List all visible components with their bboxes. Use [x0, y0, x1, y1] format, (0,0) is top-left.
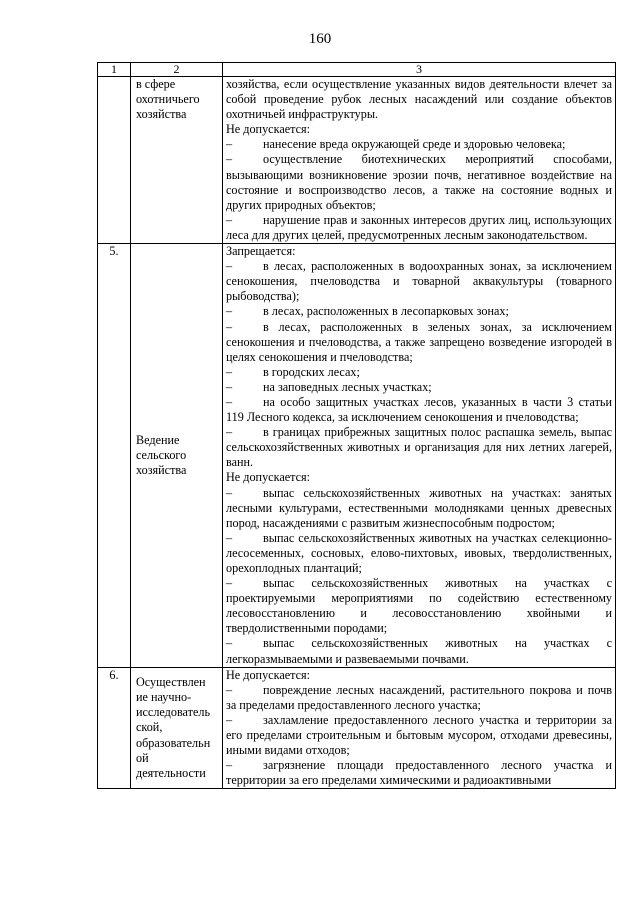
requirement-text: Не допускается:	[226, 122, 311, 137]
activity-type: Осуществлен ие научно-исследователь ской, образовательн ой деятельности	[131, 667, 223, 789]
requirement-item	[226, 259, 612, 304]
requirement-item	[226, 320, 612, 365]
list-dash: –	[226, 636, 233, 651]
list-dash: –	[226, 319, 233, 334]
requirement-text: загрязнение площади предоставленного лесного участка и территории за его пределами химическими и радиоактивными	[226, 758, 612, 788]
requirement-text: захламление предоставленного лесного участка и территории за его пределами строительным и бытовым мусором, отходами древесины, иными видами отходов;	[226, 712, 612, 758]
requirement-text: в лесах, расположенных в водоохранных зонах, за исключением сенокошения, пчеловодства и товарной аквакультуры (товарного рыбоводства);	[226, 259, 612, 304]
requirement-text: хозяйства, если осуществление указанных видов деятельности влечет за собой проведение рубок лесных насаждений или создание объектов охотничьей инфраструктуры.	[226, 77, 612, 122]
list-dash: –	[226, 576, 233, 591]
list-dash: –	[226, 425, 233, 440]
requirement-item	[226, 395, 612, 425]
list-dash: –	[226, 212, 233, 227]
row-number: 6.	[98, 667, 131, 789]
requirement-heading	[226, 470, 612, 485]
requirement-item	[226, 304, 612, 319]
requirement-heading	[226, 122, 612, 137]
requirement-heading	[226, 77, 612, 122]
table-row	[98, 667, 616, 789]
page-number: 160	[308, 31, 332, 47]
requirement-text: выпас сельскохозяйственных животных на участках селекционно-лесосеменных, сосновых, елово-пихтовых, ивовых, твердолиственных, орехоплодных плантаций;	[226, 530, 612, 575]
list-dash: –	[226, 394, 233, 409]
requirement-text: выпас сельскохозяйственных животных на участках с легкоразмываемыми и развеваемыми почвами.	[226, 636, 612, 666]
header-cell-2: 2	[131, 63, 223, 77]
requirement-text: выпас сельскохозяйственных животных на участках с проектируемыми мероприятиями по содействию естественному лесовосстановлению и лесовосстановлению хвойными и твердолиственными породами;	[226, 576, 612, 636]
requirement-item	[226, 576, 612, 636]
header-cell-1: 1	[98, 63, 131, 77]
requirement-item	[226, 213, 612, 243]
requirement-text: повреждение лесных насаждений, растительного покрова и почв за пределами предоставленного лесного участка;	[226, 682, 612, 712]
row-number	[98, 77, 131, 244]
activity-requirements	[223, 244, 616, 668]
regulations-table	[97, 62, 616, 789]
requirement-text: в границах прибрежных защитных полос распашка земель, выпас сельскохозяйственных животных и организация для них летних лагерей, ванн.	[226, 425, 612, 470]
requirement-text: нанесение вреда окружающей среде и здоровью человека;	[263, 137, 566, 152]
list-dash: –	[226, 304, 233, 319]
activity-requirements	[223, 77, 616, 244]
requirement-item	[226, 137, 612, 152]
list-dash: –	[226, 712, 233, 727]
requirement-item	[226, 713, 612, 758]
requirement-text: в городских лесах;	[263, 364, 360, 379]
list-dash: –	[226, 152, 233, 167]
requirement-heading	[226, 668, 612, 683]
requirement-text: на особо защитных участках лесов, указанных в части 3 статьи 119 Лесного кодекса, за исключением сенокошения и пчеловодства;	[226, 394, 612, 425]
requirement-item	[226, 683, 612, 713]
requirement-heading	[226, 244, 612, 259]
requirement-item	[226, 486, 612, 531]
requirement-item	[226, 758, 612, 788]
activity-type: в сфере охотничьего хозяйства	[131, 77, 223, 244]
requirement-item	[226, 425, 612, 470]
requirement-item	[226, 365, 612, 380]
list-dash: –	[226, 758, 233, 773]
list-dash: –	[226, 259, 233, 274]
requirement-text: выпас сельскохозяйственных животных на участках: занятых лесными культурами, естественными молодняками ценных древесных пород, насаждениями с развитым жизнеспособным подростом;	[226, 485, 612, 530]
list-dash: –	[226, 364, 233, 379]
requirement-text: в лесах, расположенных в лесопарковых зонах;	[263, 304, 509, 319]
requirement-text: Запрещается:	[226, 244, 296, 259]
list-dash: –	[226, 682, 233, 697]
requirement-text: осуществление биотехнических мероприятий способами, вызывающими возникновение эрозии почв, негативное воздействие на состояние и воспроизводство лесов, а также на состояние водных и других природных объектов;	[226, 152, 612, 212]
table-row	[98, 244, 616, 668]
list-dash: –	[226, 379, 233, 394]
table-row	[98, 77, 616, 244]
list-dash: –	[226, 137, 233, 152]
requirement-text: в лесах, расположенных в зеленых зонах, за исключением сенокошения и пчеловодства, а также запрещено возведение изгородей в целях сенокошения и пчеловодства;	[226, 319, 612, 364]
activity-requirements	[223, 667, 616, 789]
requirement-item	[226, 531, 612, 576]
requirement-text: на заповедных лесных участках;	[263, 379, 432, 394]
header-cell-3: 3	[223, 63, 616, 77]
requirement-text: Не допускается:	[226, 470, 311, 485]
requirement-text: нарушение прав и законных интересов других лиц, использующих леса для других целей, предусмотренных лесным законодательством.	[226, 212, 612, 242]
activity-type: Ведение сельского хозяйства	[131, 244, 223, 668]
requirement-item	[226, 636, 612, 666]
requirement-item	[226, 152, 612, 212]
requirement-text: Не допускается:	[226, 667, 311, 682]
row-number: 5.	[98, 244, 131, 668]
list-dash: –	[226, 530, 233, 545]
requirement-item	[226, 380, 612, 395]
list-dash: –	[226, 485, 233, 500]
table-header-row	[98, 63, 616, 77]
